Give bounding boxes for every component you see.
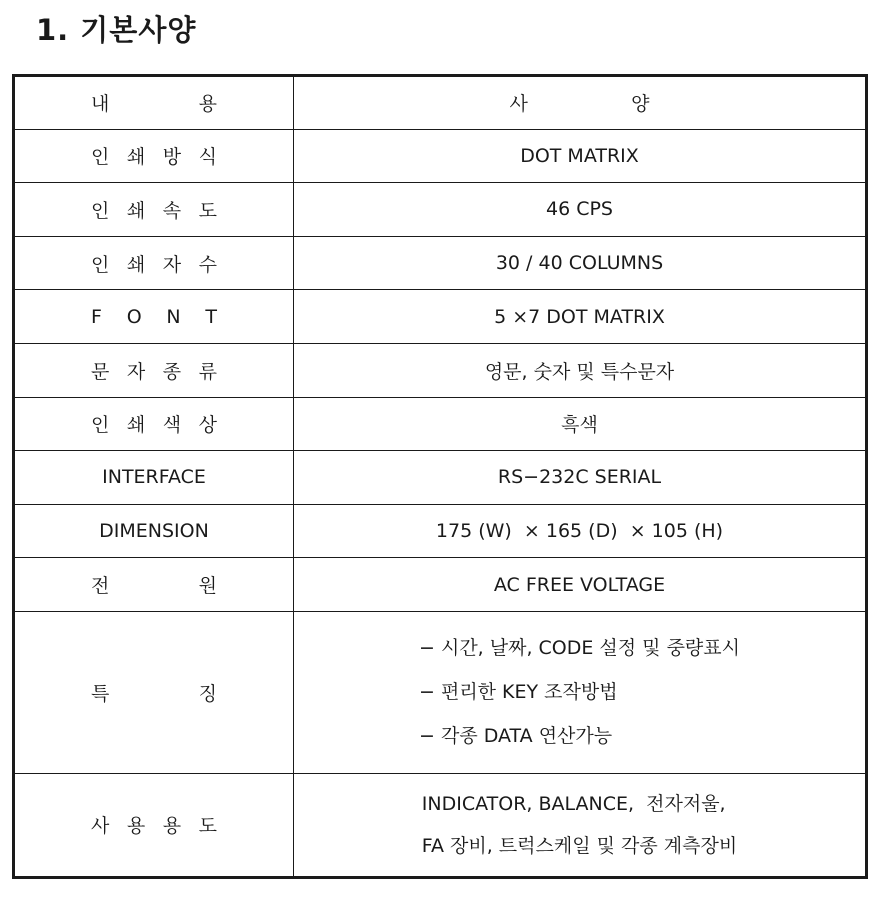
table-row [14,451,867,505]
usage-line: INDICATOR, BALANCE, 전자저울, [421,792,726,815]
list-item: − 시간, 날짜, CODE 설정 및 중량표시 [419,637,740,660]
row-label: INTERFACE [14,451,294,505]
features-row [14,611,867,773]
usage-row [14,773,867,877]
row-label: 전 원 [14,558,294,612]
table-row [14,183,867,237]
features-value-cell [294,611,867,773]
list-item: − 편리한 KEY 조작방법 [419,681,618,704]
row-value: RS−232C SERIAL [294,451,867,505]
header-spec-label: 사 양 [509,93,650,116]
row-value: 5 ×7 DOT MATRIX [294,290,867,344]
features-label-cell: 특 징 [14,611,294,773]
row-label: F O N T [14,290,294,344]
table-header-row [14,76,867,130]
row-value: 흑색 [294,397,867,451]
row-value: 46 CPS [294,183,867,237]
usage-lines [422,775,737,875]
row-value: 영문, 숫자 및 특수문자 [294,343,867,397]
row-label: 인 쇄 자 수 [14,236,294,290]
row-label: 인 쇄 방 식 [14,129,294,183]
header-item-cell [14,76,294,130]
row-label: 인 쇄 색 상 [14,397,294,451]
row-value: 175 (W) × 165 (D) × 105 (H) [294,504,867,558]
usage-line: FA 장비, 트럭스케일 및 각종 계측장비 [421,834,738,857]
usage-label-cell: 사 용 용 도 [14,773,294,877]
row-label: 문 자 종 류 [14,343,294,397]
usage-value-cell [294,773,867,877]
spec-table [12,74,868,879]
row-label: 인 쇄 속 도 [14,183,294,237]
table-row [14,236,867,290]
row-value: DOT MATRIX [294,129,867,183]
table-row [14,129,867,183]
table-row [14,343,867,397]
list-item: − 각종 DATA 연산가능 [419,725,613,748]
row-value: 30 / 40 COLUMNS [294,236,867,290]
page-title: 1. 기본사양 [36,13,197,47]
features-list [419,614,740,770]
header-item-label: 내 용 [91,93,217,116]
table-row [14,397,867,451]
table-row [14,290,867,344]
header-spec-cell [294,76,867,130]
table-row [14,558,867,612]
row-value: AC FREE VOLTAGE [294,558,867,612]
table-row [14,504,867,558]
row-label: DIMENSION [14,504,294,558]
